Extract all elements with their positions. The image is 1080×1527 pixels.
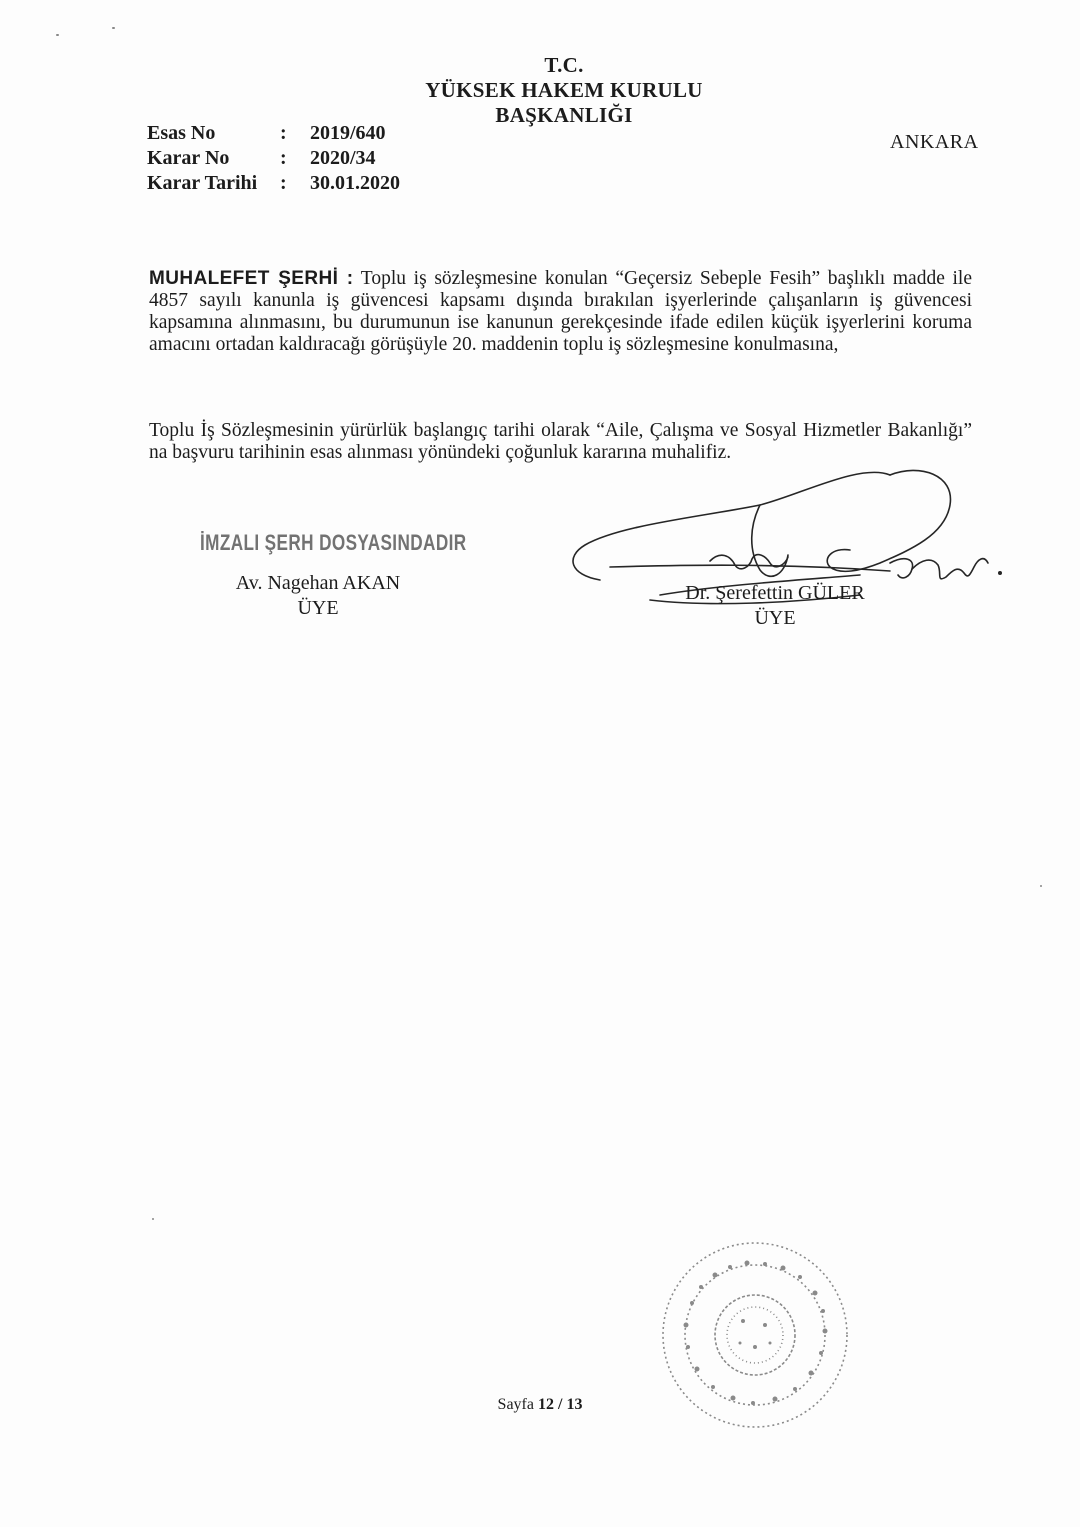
scan-speck: [112, 27, 115, 29]
header-institution: YÜKSEK HAKEM KURULU: [425, 78, 703, 102]
scan-speck: [152, 1218, 154, 1220]
page-separator: /: [553, 1396, 567, 1413]
header-tc: T.C.: [544, 53, 584, 77]
tarih-value: 30.01.2020: [310, 172, 400, 194]
esas-value: 2019/640: [310, 122, 386, 144]
city-label: ANKARA: [890, 131, 979, 153]
header-presidency: BAŞKANLIĞI: [495, 103, 633, 127]
dissent-heading: MUHALEFET ŞERHİ :: [149, 268, 354, 289]
esas-row: [147, 121, 400, 146]
karar-colon: :: [280, 147, 287, 169]
tarih-label: Karar Tarihi: [147, 172, 258, 194]
signed-dissent-stamp: İMZALI ŞERH DOSYASINDADIR: [200, 530, 467, 555]
esas-label: Esas No: [147, 122, 216, 144]
page-total: 13: [566, 1396, 583, 1413]
karar-label: Karar No: [147, 147, 230, 169]
case-meta: [147, 121, 400, 196]
signatory-left-name: Av. Nagehan AKAN: [235, 572, 401, 594]
karar-value: 2020/34: [310, 147, 376, 169]
signatory-right-title: ÜYE: [754, 607, 796, 629]
tarih-row: [147, 171, 400, 196]
dissent-text-2: Toplu İş Sözleşmesinin yürürlük başlangıç tarihi olarak “Aile, Çalışma ve Sosyal Hizmetler Bakanlığı” na başvuru tarihinin esas alınması yönündeki çoğunluk kararına muhalifiz.: [149, 420, 972, 463]
page-number: [0, 1396, 1080, 1414]
scan-speck: [56, 34, 59, 36]
dissent-paragraph-1: [149, 268, 972, 356]
scan-speck: [1040, 885, 1042, 887]
page-prefix: Sayfa: [497, 1396, 534, 1413]
page-current: 12: [537, 1396, 554, 1413]
signatory-left-title: ÜYE: [297, 597, 339, 619]
dissent-text-1: Toplu iş sözleşmesine konulan “Geçersiz Sebeple Fesih” başlıklı madde ile 4857 sayılı kanunla iş güvencesi kapsamı dışında bırakılan işyerlerinde çalışanların iş güvencesi kapsamına alınmasını, bu durumunun ise kanunun gerekçesinde ifade edilen küçük işyerlerini koruma amacını ortadan kaldıracağı görüşüyle 20. maddenin toplu iş sözleşmesine konulmasına,: [149, 268, 972, 355]
signatory-right: [660, 581, 890, 631]
karar-row: [147, 146, 400, 171]
signatory-right-name: Dr. Şerefettin GÜLER: [685, 582, 865, 604]
signatory-left: [200, 571, 436, 621]
tarih-colon: :: [280, 172, 287, 194]
esas-colon: :: [280, 122, 287, 144]
